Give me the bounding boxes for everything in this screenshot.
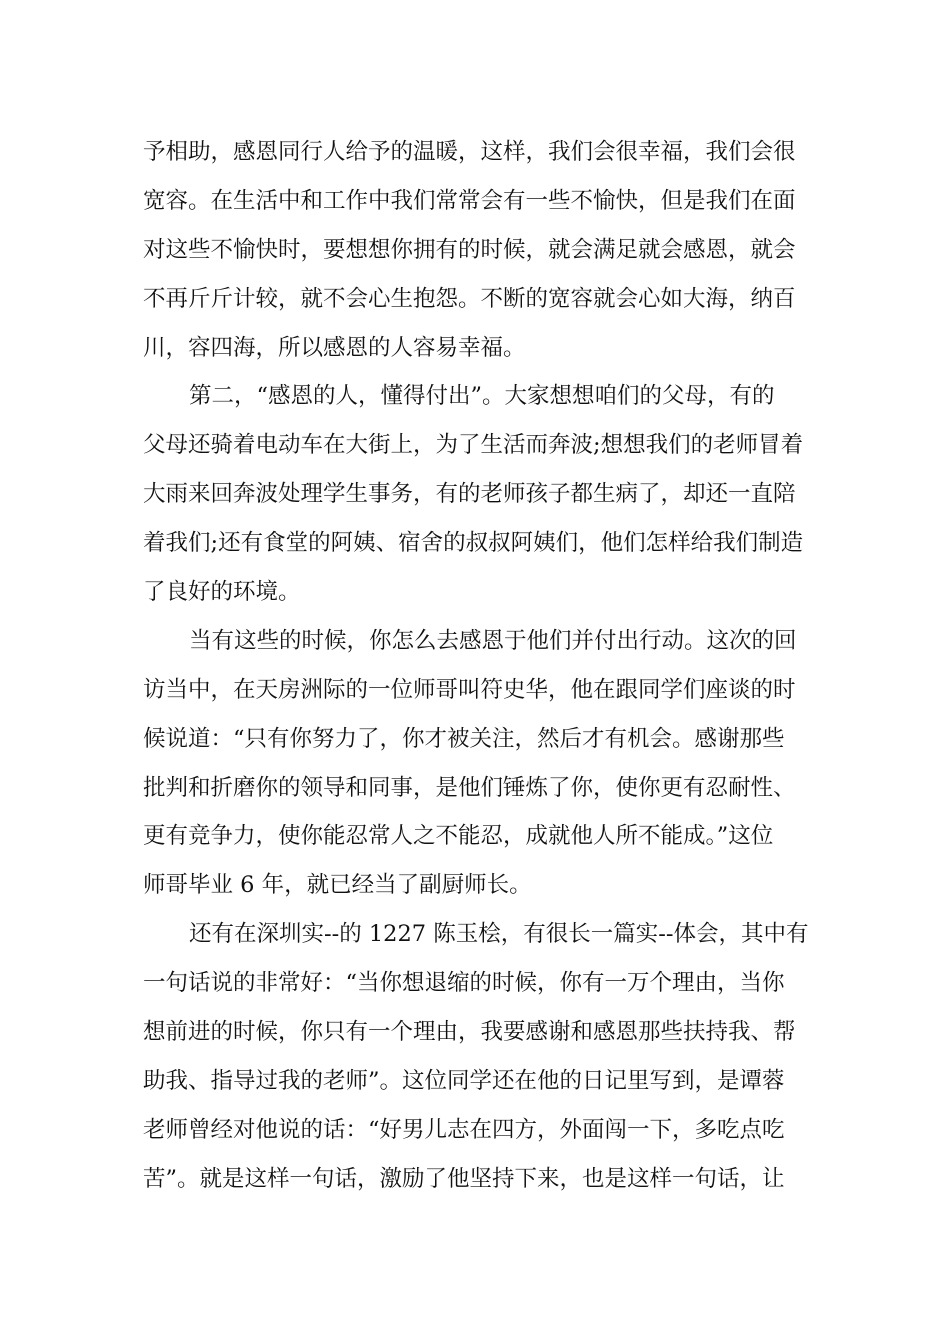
- paragraph-1: [143, 128, 807, 372]
- paragraph-3: [143, 617, 807, 910]
- text-line: 师哥毕业 6 年，就已经当了副厨师长。: [143, 872, 532, 899]
- text-line: 着我们;还有食堂的阿姨、宿舍的叔叔阿姨们，他们怎样给我们制造: [143, 530, 804, 557]
- text-line: 川，容四海，所以感恩的人容易幸福。: [143, 334, 526, 361]
- text-line: 苦”。就是这样一句话，激励了他坚持下来，也是这样一句话，让: [143, 1165, 785, 1192]
- text-line: 老师曾经对他说的话：“好男儿志在四方，外面闯一下，多吃点吃: [143, 1116, 785, 1143]
- text-line: 想前进的时候，你只有一个理由，我要感谢和感恩那些扶持我、帮: [143, 1019, 796, 1046]
- text-line: 访当中，在天房洲际的一位师哥叫符史华，他在跟同学们座谈的时: [143, 676, 796, 703]
- paragraph-2: [143, 372, 807, 616]
- text-line: 还有在深圳实--的 1227 陈玉桧，有很长一篇实--体会，其中有: [189, 921, 809, 948]
- text-line: 助我、指导过我的老师”。这位同学还在他的日记里写到，是谭蓉: [143, 1067, 785, 1094]
- text-line: 对这些不愉快时，要想想你拥有的时候，就会满足就会感恩，就会: [143, 236, 796, 263]
- paragraph-4: [143, 910, 807, 1203]
- body-text: [143, 128, 807, 1204]
- text-line: 候说道：“只有你努力了，你才被关注，然后才有机会。感谢那些: [143, 725, 785, 752]
- text-line: 不再斤斤计较，就不会心生抱怨。不断的宽容就会心如大海，纳百: [143, 285, 796, 312]
- text-line: 了良好的环境。: [143, 579, 301, 606]
- text-line: 宽容。在生活中和工作中我们常常会有一些不愉快，但是我们在面: [143, 187, 796, 214]
- text-line: 批判和折磨你的领导和同事，是他们锤炼了你，使你更有忍耐性、: [143, 774, 796, 801]
- text-line: 当有这些的时候，你怎么去感恩于他们并付出行动。这次的回: [189, 627, 797, 654]
- text-line: 大雨来回奔波处理学生事务，有的老师孩子都生病了，却还一直陪: [143, 481, 796, 508]
- text-line: 更有竞争力，使你能忍常人之不能忍，成就他人所不能成。”这位: [143, 823, 774, 850]
- text-line: 一句话说的非常好：“当你想退缩的时候，你有一万个理由，当你: [143, 970, 785, 997]
- text-line: 父母还骑着电动车在大街上，为了生活而奔波;想想我们的老师冒着: [143, 432, 804, 459]
- text-line: 予相助，感恩同行人给予的温暖，这样，我们会很幸福，我们会很: [143, 139, 796, 165]
- text-line: 第二，“感恩的人，懂得付出”。大家想想咱们的父母，有的: [189, 383, 775, 410]
